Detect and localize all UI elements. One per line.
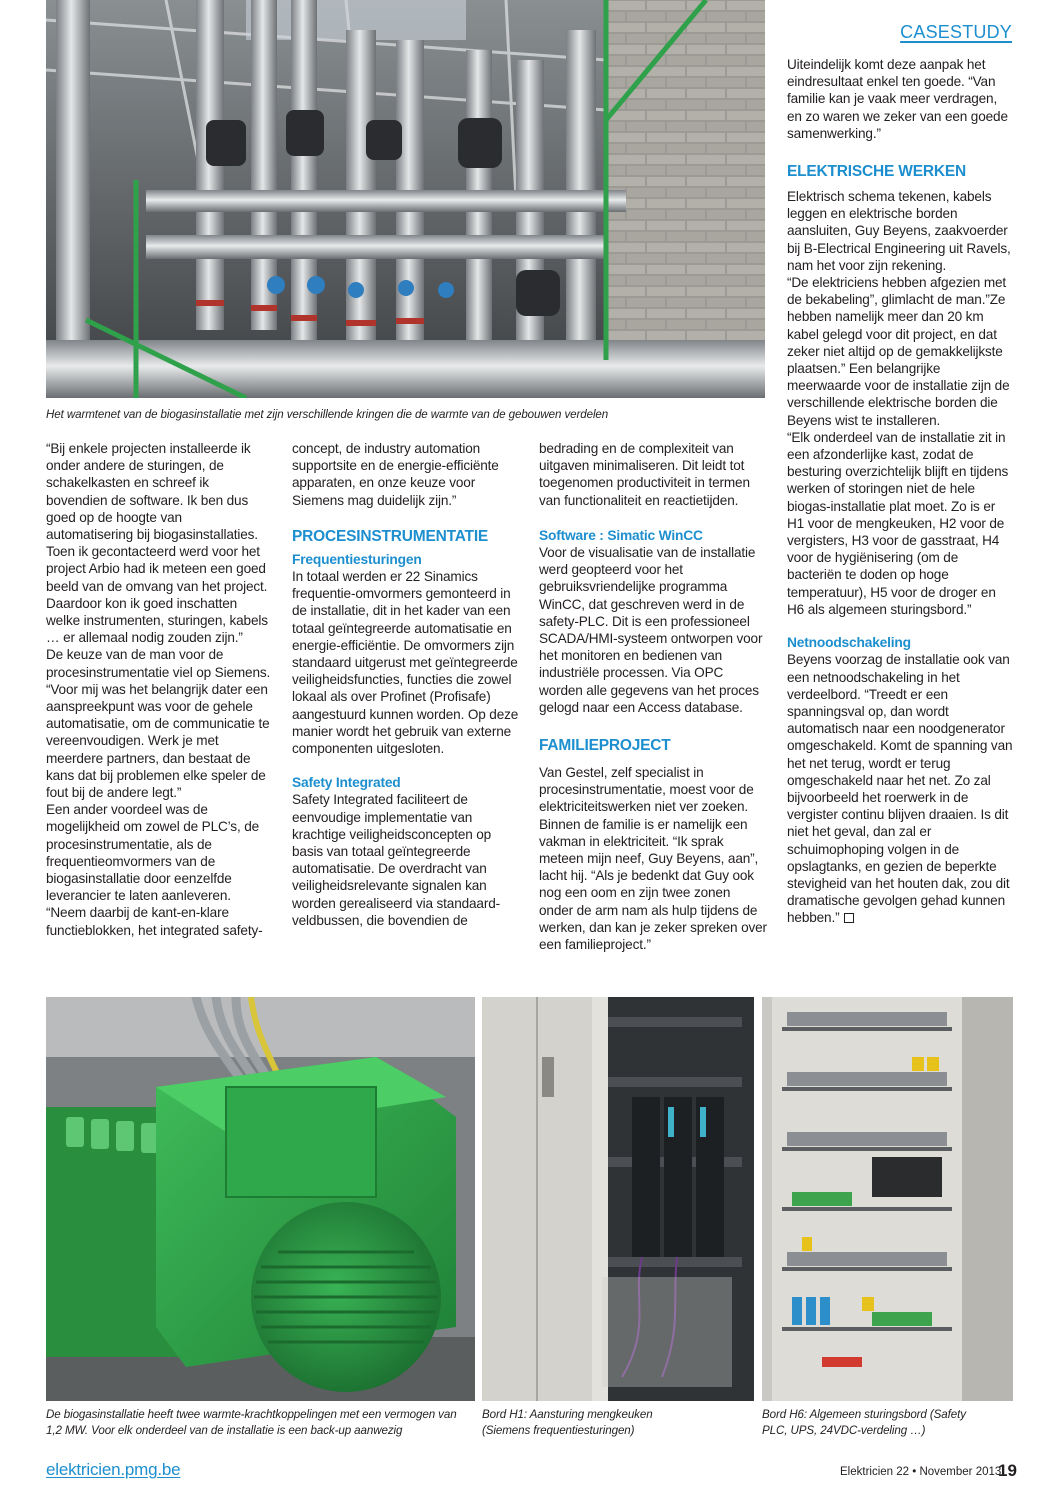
col4-paragraph-5: Beyens voorzag de installatie ook van een netnoodschakeling in het verdeelbord. “Treedt er een spanningsval op, dan wordt automatisch naar een noodgenerator omgeschakeld. Komt de spanning van het net terug, wordt er terug omgeschakeld naar het net. Zo zal bijvoorbeeld het roerwerk in de vergister continu blijven draaien. Is dit niet het geval, dan zal er schuimophoping volgen in de opslagtanks, en gezien de beperkte stevigheid van het houten dak, zou dit dramatische gevolgen gehad kunnen hebben.” <box>787 652 1013 926</box>
end-of-article-icon <box>844 913 854 923</box>
heading-safety-integrated: Safety Integrated <box>292 775 401 791</box>
section-header: CASESTUDY <box>900 22 1012 42</box>
generator-photo <box>46 997 475 1401</box>
footer-url[interactable]: elektricien.pmg.be <box>46 1460 181 1479</box>
col2-paragraph-2: In totaal werden er 22 Sinamics frequentie-omvormers gemonteerd in de installatie, dit in het kader van een totaal geïntegreerde automatisatie en energie-efficiëntie. De omvormers zijn standaard uitgerust met geïntegreerde veiligheidsfuncties, functies die zowel lokaal als over Profinet (Profisafe) aangestuurd kunnen worden. Op deze manier wordt het gebruik van externe componenten uitgesloten. <box>292 569 519 757</box>
col4-paragraph-3: “De elektriciens hebben afgezien met de bekabeling”, glimlacht de man.”Ze hebben namelijk meer dan 20 km kabel gelegd voor dit project, en dat zeker niet altijd op de gemakkelijkste plaatsen.” Een belangrijke meerwaarde voor de installatie zijn de verschillende elektrische borden die Beyens wist te installeren. <box>787 275 1010 428</box>
column-2 <box>292 440 520 929</box>
heading-familieproject: FAMILIEPROJECT <box>539 737 671 755</box>
col1-paragraph-2: Toen ik gecontacteerd werd voor het project Arbio had ik meteen een goed beeld van de omvang van het project. Daardoor kon ik goed inschatten welke instrumenten, sturingen, kabels … er allemaal nodig zouden zijn.” <box>46 544 268 646</box>
caption-generator: De biogasinstallatie heeft twee warmte-krachtkoppelingen met een vermogen van 1,2 MW. Voor elk onderdeel van de installatie is een back-up aanwezig <box>46 1408 457 1437</box>
col4-paragraph-1: Uiteindelijk komt deze aanpak het eindresultaat enkel ten goede. “Van familie kan je vaak meer verdragen, en zo waren we zeker van een goede samenwerking.” <box>787 57 1008 141</box>
col3-paragraph-2: Voor de visualisatie van de installatie werd geopteerd voor het gebruiksvriendelijke programma WinCC, dat geschreven werd in de safety-PLC. Dit is een professioneel SCADA/HMI-systeem ontworpen voor het monitoren en bedienen van industriële processen. Via OPC worden alle gegevens van het proces gelogd naar een Access database. <box>539 545 763 715</box>
board-h1-photo <box>482 997 754 1401</box>
heading-elektrische-werken: ELEKTRISCHE WERKEN <box>787 163 966 181</box>
footer-issue: Elektricien 22 • November 2013 <box>840 1466 1002 1478</box>
column-3 <box>539 440 767 953</box>
col2-paragraph-1: concept, de industry automation supportsite en de energie-efficiënte apparaten, en onze keuze voor Siemens mag duidelijk zijn.” <box>292 441 499 508</box>
col1-paragraph-3: De keuze van de man voor de procesinstrumentatie viel op Siemens. “Voor mij was het belangrijk dater een aanspreekpunt was voor de gehele automatisatie, om de communicatie te vereenvoudigen. Werk je met meerdere partners, dan bestaat de kans dat bij problemen elke speler de fout bij de andere legt.” <box>46 647 271 801</box>
col4-paragraph-4: “Elk onderdeel van de installatie zit in een afzonderlijke kast, zodat de besturing overzichtelijk blijft en tijdens werken of storingen niet de hele biogas-installatie plat moet. Zo is er H1 voor de mengkeuken, H2 voor de vergisters, H3 voor de gasstraat, H4 voor de hygiënisering (om de bacteriën te doden op hoge temperatuur), H5 voor de droger en H6 als algemeen sturingsbord.” <box>787 429 1009 617</box>
heading-netnoodschakeling: Netnoodschakeling <box>787 635 911 651</box>
col3-paragraph-1: bedrading en de complexiteit van uitgaven minimaliseren. Dit leidt tot toegenomen productiviteit in termen van functionaliteit en reactietijden. <box>539 441 750 508</box>
page-number: 19 <box>998 1461 1017 1480</box>
board-h6-photo <box>762 997 1013 1401</box>
heading-procesinstrumentatie: PROCESINSTRUMENTATIE <box>292 527 489 545</box>
col3-paragraph-3: Van Gestel, zelf specialist in procesinstrumentatie, moest voor de elektriciteitswerken niet ver zoeken. Binnen de familie is er namelijk een vakman in elektriciteit. “Ik sprak meteen mijn neef, Guy Beyens, aan”, lacht hij. “Als je bedenkt dat Guy ook nog een oom en zijn twee zonen onder de arm nam als hulp tijdens de werken, dan kan je zeker spreken over een familieproject.” <box>539 765 767 953</box>
caption-board-h6: Bord H6: Algemeen sturingsbord (Safety PLC, UPS, 24VDC-verdeling …) <box>762 1408 966 1437</box>
column-4 <box>787 56 1013 927</box>
col1-paragraph-1: “Bij enkele projecten installeerde ik onder andere de sturingen, de schakelkasten en schreef ik bovendien de software. Ik ben dus goed op de hoogte van automatisering bij biogasinstallaties. <box>46 441 258 543</box>
col4-paragraph-2: Elektrisch schema tekenen, kabels leggen en elektrische borden aansluiten, Guy Beyens, zaakvoerder bij B-Electrical Engineering uit Ravels, nam het voor zijn rekening. <box>787 189 1011 273</box>
caption-heating-network: Het warmtenet van de biogasinstallatie met zijn verschillende kringen die de warmte van de gebouwen verdelen <box>46 408 609 421</box>
col1-paragraph-4: Een ander voordeel was de mogelijkheid om zowel de PLC’s, de procesinstrumentatie, als de frequentieomvormers van de biogasinstallatie door eenzelfde leverancier te laten aanleveren. “Neem daarbij de kant-en-klare functieblokken, het integrated safety- <box>46 802 263 938</box>
col2-paragraph-3: Safety Integrated faciliteert de eenvoudige implementatie van krachtige veiligheidsconcepten op basis van totaal geïntegreerde automatisatie. De overdracht van veiligheidsrelevante signalen kan worden gerealiseerd via standaard-veldbussen, die bovendien de <box>292 792 500 928</box>
caption-board-h1: Bord H1: Aansturing mengkeuken (Siemens frequentiesturingen) <box>482 1408 653 1437</box>
col4-paragraph-5-wrap <box>787 651 1013 926</box>
heading-frequentiesturingen: Frequentiesturingen <box>292 551 422 567</box>
column-1 <box>46 440 272 939</box>
heating-network-photo <box>46 0 765 398</box>
heading-software-wincc: Software : Simatic WinCC <box>539 527 703 543</box>
